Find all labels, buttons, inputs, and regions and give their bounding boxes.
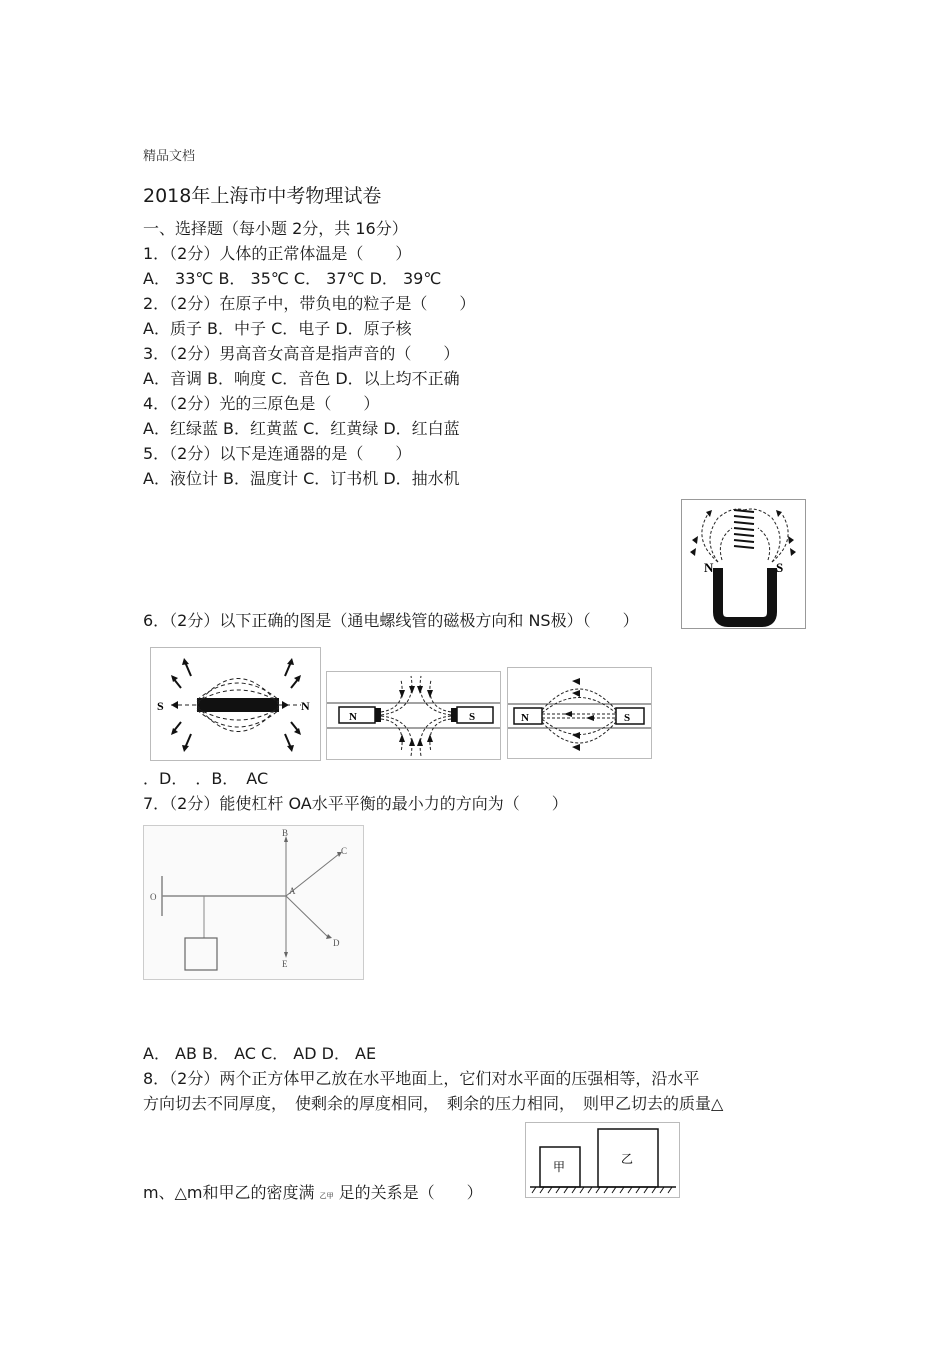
question-2-stem: 2．（2分）在原子中，带负电的粒子是（ ） <box>143 294 476 313</box>
question-6-stem: 6．（2分）以下正确的图是（通电螺线管的磁极方向和 NS极）（ ） <box>143 611 639 630</box>
question-7-stem: 7．（2分）能使杠杆 OA水平平衡的最小力的方向为（ ） <box>143 794 568 813</box>
repel-n-label: N <box>349 711 357 723</box>
question-4-stem: 4．（2分）光的三原色是（ ） <box>143 394 380 413</box>
figure-two-cubes <box>525 1122 680 1198</box>
attract-n-label: N <box>521 712 529 724</box>
watermark-text: 精品文档 <box>143 149 196 164</box>
question-1-stem: 1．（2分）人体的正常体温是（ ） <box>143 244 412 263</box>
attract-s-label: S <box>624 712 631 724</box>
page-title: 2018年上海市中考物理试卷 <box>143 185 382 207</box>
question-8-stem-line-2: 方向切去不同厚度， 使剩余的厚度相同， 剩余的压力相同， 则甲乙切去的质量△ <box>143 1094 724 1113</box>
question-2-options: A．质子 B．中子 C．电子 D．原子核 <box>143 319 412 338</box>
lever-e-label: E <box>282 959 288 969</box>
question-6-options: ．D． ．B． AC <box>143 769 269 788</box>
lever-b-label: B <box>282 828 289 838</box>
question-8-stem-line-3b: 足的关系是（ ） <box>338 1183 483 1202</box>
question-8-stem-line-3a: m、△m和甲乙的密度满 <box>143 1183 315 1202</box>
bar-magnet-n-label: N <box>301 699 310 713</box>
u-magnet-s-label: S <box>776 560 784 575</box>
question-7-options: A． AB B． AC C． AD D． AE <box>143 1044 377 1063</box>
question-3-options: A．音调 B．响度 C．音色 D．以上均不正确 <box>143 369 460 388</box>
density-subscript: 乙甲 <box>319 1192 334 1200</box>
figure-bar-magnet <box>150 647 321 761</box>
question-3-stem: 3．（2分）男高音女高音是指声音的（ ） <box>143 344 460 363</box>
bar-magnet-s-label: S <box>157 699 164 713</box>
lever-c-label: C <box>341 846 348 856</box>
question-8-stem-line-1: 8．（2分）两个正方体甲乙放在水平地面上，它们对水平面的压强相等，沿水平 <box>143 1069 700 1088</box>
lever-a-label: A <box>289 886 296 896</box>
question-1-options: A． 33℃ B． 35℃ C． 37℃ D． 39℃ <box>143 269 442 288</box>
question-8-stem-line-3 <box>143 1183 483 1206</box>
figure-two-magnets-repel <box>326 671 501 760</box>
figure-u-magnet <box>681 499 806 629</box>
lever-d-label: D <box>333 938 340 948</box>
section-heading: 一、选择题（每小题 2分，共 16分） <box>143 219 408 238</box>
question-4-options: A．红绿蓝 B．红黄蓝 C．红黄绿 D．红白蓝 <box>143 419 460 438</box>
question-5-stem: 5．（2分）以下是连通器的是（ ） <box>143 444 412 463</box>
cube-jia-label: 甲 <box>553 1160 566 1174</box>
question-5-options: A．液位计 B．温度计 C．订书机 D．抽水机 <box>143 469 460 488</box>
lever-o-label: O <box>150 892 157 902</box>
figure-two-magnets-attract <box>507 667 652 759</box>
u-magnet-n-label: N <box>704 560 714 575</box>
repel-s-label: S <box>469 711 476 723</box>
figure-lever <box>143 825 364 980</box>
cube-yi-label: 乙 <box>621 1152 634 1166</box>
